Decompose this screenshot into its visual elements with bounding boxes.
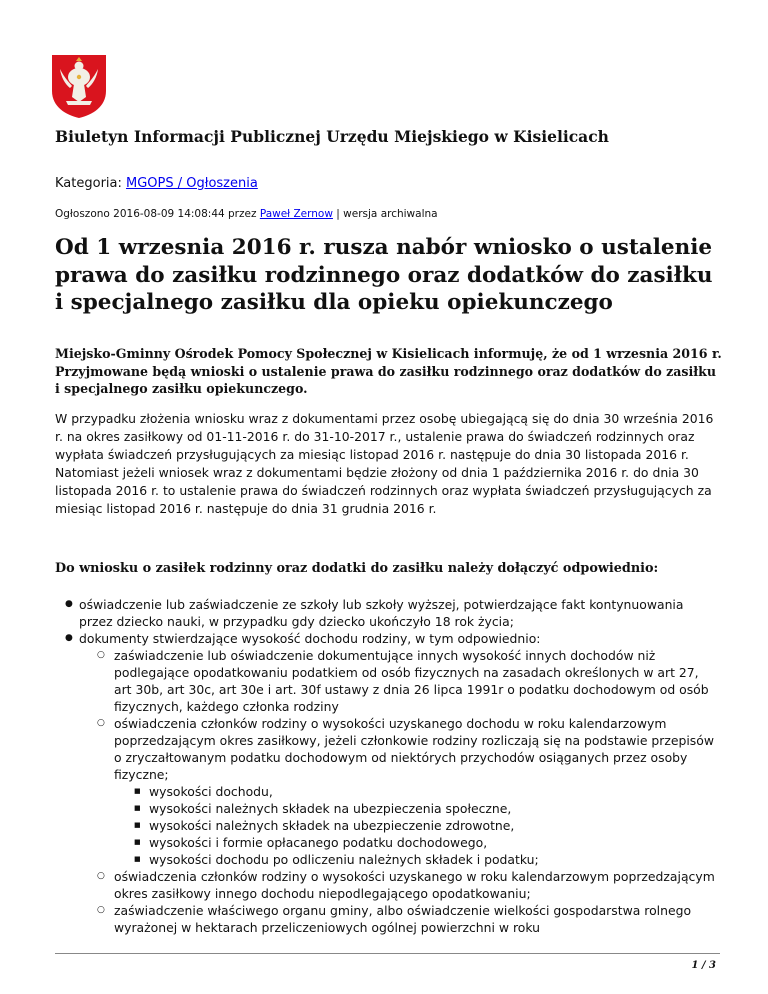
- sub-list-item: [79, 868, 715, 902]
- declaration-details-list: [114, 783, 715, 868]
- detail-item: ■ wysokości należnych składek na ubezpieczenie zdrowotne,: [114, 817, 715, 834]
- eagle-crest-icon: [50, 53, 108, 119]
- category-line: [55, 176, 258, 191]
- footer-divider: [55, 953, 720, 954]
- list-item: [65, 596, 715, 630]
- sub-list-item: [79, 715, 715, 868]
- list-item-text: dokumenty stwierdzające wysokość dochodu rodziny, w tym odpowiednio:: [79, 631, 541, 646]
- income-documents-list: [79, 647, 715, 936]
- requirements-list: [65, 596, 715, 936]
- crest-logo: [50, 53, 108, 119]
- sub-list-item: [79, 902, 715, 936]
- list-item-text: oświadczenie lub zaświadczenie ze szkoły lub szkoły wyższej, potwierdzające fakt kontynuowania przez dziecko nauki, w przypadku gdy dziecko ukończyło 18 rok życia;: [79, 597, 684, 629]
- article-title: Od 1 wrzesnia 2016 r. rusza nabór wniosko o ustalenie prawa do zasiłku rodzinnego oraz dodatków do zasiłku i specjalnego zasiłku dla opieku opiekunczego: [55, 235, 713, 315]
- publication-meta: [55, 208, 438, 220]
- detail-item: ■ wysokości należnych składek na ubezpieczenia społeczne,: [114, 800, 715, 817]
- page-number: 1 / 3: [691, 960, 716, 971]
- detail-item: ■ wysokości dochodu,: [114, 783, 715, 800]
- article-paragraph: W przypadku złożenia wniosku wraz z dokumentami przez osobę ubiegającą się do dnia 30 września 2016 r. na okres zasiłkowy od 01-11-2016 r. do 31-10-2017 r., ustalenie prawa do świadczeń rodzinnych oraz wypłata świadczeń przysługujących za miesiąc listopad 2016 r. następuje do dnia 30 listopada 2016 r. Natomiast jeżeli wniosek wraz z dokumentami będzie złożony od dnia 1 października 2016 r. do dnia 30 listopada 2016 r. to ustalenie prawa do świadczeń rodzinnych oraz wypłata świadczeń przysługujących za miesiąc listopad 2016 r. następuje do dnia 31 grudnia 2016 r.: [55, 411, 714, 516]
- meta-suffix: | wersja archiwalna: [336, 208, 438, 220]
- sub-list-item-text: zaświadczenie właściwego organu gminy, albo oświadczenie wielkości gospodarstwa rolnego wyrażonej w hektarach przeliczeniowych ogólnej powierzchni w roku: [114, 903, 692, 935]
- section-heading: Do wniosku o zasiłek rodzinny oraz dodatki do zasiłku należy dołączyć odpowiednio:: [55, 561, 659, 576]
- detail-item: ■ wysokości i formie opłacanego podatku dochodowego,: [114, 834, 715, 851]
- sub-list-item-text: zaświadczenie lub oświadczenie dokumentujące innych wysokość innych dochodów niż podlegające opodatkowaniu podatkiem od osób fizycznych na zasadach określonych w art 27, art 30b, art 30c, art 30e i art. 30f ustawy z dnia 26 lipca 1991r o podatku dochodowym od osób fizycznych, każdego członka rodziny: [114, 648, 709, 714]
- sub-list-item-text: oświadczenia członków rodziny o wysokości uzyskanego dochodu w roku kalendarzowym poprzedzającym okres zasiłkowy, jeżeli członkowie rodziny rozliczają się na podstawie przepisów o zryczałtowanym podatku dochodowym od niektórych przychodów osiąganych przez osoby fizyczne;: [114, 716, 714, 782]
- site-title: Biuletyn Informacji Publicznej Urzędu Miejskiego w Kisielicach: [55, 127, 609, 146]
- detail-item: ■ wysokości dochodu po odliczeniu należnych składek i podatku;: [114, 851, 715, 868]
- article-lead: Miejsko-Gminny Ośrodek Pomocy Społecznej w Kisielicach informuję, że od 1 wrzesnia 2016 r. Przyjmowane będą wnioski o ustalenie prawa do zasiłku rodzinnego oraz dodatków do zasiłku i specjalnego zasiłku opiekunczego.: [55, 346, 722, 396]
- meta-prefix: Ogłoszono 2016-08-09 14:08:44 przez: [55, 208, 257, 220]
- category-label: Kategoria:: [55, 176, 122, 191]
- sub-list-item-text: oświadczenia członków rodziny o wysokości uzyskanego w roku kalendarzowym poprzedzającym okres zasiłkowy innego dochodu niepodlegającego opodatkowaniu;: [114, 869, 715, 901]
- author-link[interactable]: Paweł Zernow: [259, 208, 333, 220]
- category-link[interactable]: MGOPS / Ogłoszenia: [126, 176, 258, 191]
- sub-list-item: [79, 647, 715, 715]
- list-item: [65, 630, 715, 936]
